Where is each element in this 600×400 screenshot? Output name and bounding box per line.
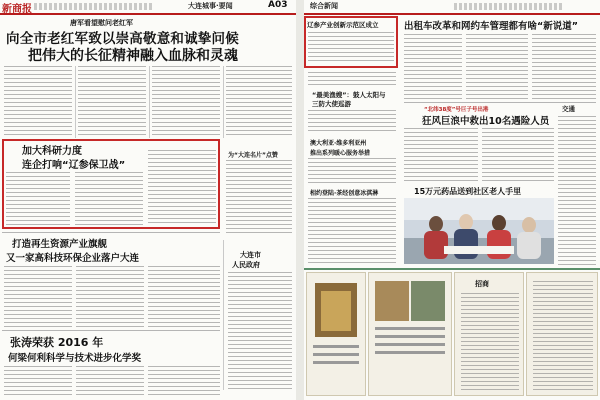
body-text-block [226, 160, 292, 235]
news-item: 三防大使巡游 [312, 100, 351, 108]
story3-headline-line1: 张涛荣获 2016 年 [10, 336, 104, 349]
section-divider [2, 232, 220, 233]
page-number: A03 [268, 0, 288, 10]
body-text-block [404, 128, 478, 182]
kicker-headline: 唐军看望慰问老红军 [70, 19, 133, 27]
edition-info [34, 3, 154, 10]
body-text-block [4, 266, 72, 328]
masthead-left [0, 0, 296, 15]
ad-block [368, 272, 452, 396]
headline-taxi-reform: 出租车改革和网约车管理都有啥“新说道” [404, 21, 578, 32]
ad-divider [304, 268, 600, 270]
section-divider [404, 102, 596, 103]
body-text-block [148, 366, 220, 398]
body-text-block [76, 366, 144, 398]
news-item: “最美渔嫂”：鼓人太阳与 [312, 91, 386, 99]
body-text-block [75, 172, 143, 225]
photo-headline: 15万元药品送到社区老人手里 [414, 187, 522, 196]
body-text-block [308, 158, 396, 184]
page-gutter [296, 0, 304, 400]
column-rule [149, 66, 150, 138]
sidebar-headline-line1: 大连市 [240, 251, 261, 259]
body-text-block [558, 116, 596, 266]
boxed-headline-right: 辽参产业创新示范区成立 [307, 21, 379, 29]
news-item: 澳大利亚·维多利亚州 [310, 140, 367, 147]
body-text-block [76, 266, 144, 328]
main-headline-line1: 向全市老红军致以崇高敬意和诚挚问候 [6, 31, 239, 47]
kicker-ship: “北纬38度”号巨子号出港 [424, 107, 489, 113]
body-text-block [308, 198, 396, 266]
body-text-block [228, 272, 292, 392]
ad-block [526, 272, 598, 396]
body-text-block [148, 150, 216, 225]
newspaper-brand: 新商报 [2, 4, 32, 15]
photo-elderly-residents [404, 198, 554, 264]
boxed-headline-line1: 加大科研力度 [22, 146, 82, 157]
body-text-block [482, 128, 554, 182]
news-photo [404, 198, 554, 264]
mid-headline: 为“大连名片”点赞 [228, 152, 278, 159]
story3-headline-line2: 何梁何利科学与技术进步化学奖 [8, 353, 142, 364]
ad-block [306, 272, 366, 396]
body-text-block [308, 32, 394, 64]
body-text-block [466, 34, 528, 100]
news-item: 交通 [562, 105, 575, 113]
section-label-left: 大连城事·要闻 [188, 2, 233, 10]
news-item: 相约登陆·茶经创意冰淇淋 [310, 190, 379, 197]
newspaper-page-right [304, 0, 600, 400]
body-text-block [308, 72, 396, 86]
story2-headline-line1: 打造再生资源产业旗舰 [12, 239, 108, 250]
column-rule [75, 66, 76, 138]
column-rule [223, 240, 224, 390]
body-text-block [78, 66, 146, 138]
column-rule [223, 66, 224, 138]
section-label-right: 综合新闻 [310, 2, 338, 10]
body-text-block [461, 293, 519, 391]
sidebar-headline-line2: 人民政府 [232, 261, 260, 269]
ad-block [454, 272, 524, 396]
body-text-block [4, 366, 72, 398]
body-text-block [4, 66, 72, 138]
body-text-block [532, 34, 596, 100]
ad-label: 招商 [475, 280, 489, 288]
body-text-block [226, 66, 292, 138]
body-text-block [308, 110, 396, 134]
masthead-right [304, 0, 600, 15]
body-text-block [148, 266, 220, 328]
story2-headline-line2: 又一家高科技环保企业落户大连 [6, 253, 140, 264]
edition-info [454, 3, 564, 10]
main-headline-line2: 把伟大的长征精神融入血脉和灵魂 [28, 48, 238, 64]
news-item: 推出系列暖心服务举措 [310, 150, 371, 157]
body-text-block [533, 281, 593, 391]
headline-rescue: 狂风巨浪中救出10名遇险人员 [422, 116, 550, 127]
body-text-block [404, 34, 462, 100]
body-text-block [6, 172, 70, 225]
section-divider [2, 330, 220, 331]
body-text-block [152, 66, 220, 138]
ad-image [307, 273, 365, 395]
boxed-headline-line2: 连企打响“辽参保卫战” [22, 160, 126, 171]
ad-image [369, 273, 451, 395]
newspaper-page-left [0, 0, 296, 400]
